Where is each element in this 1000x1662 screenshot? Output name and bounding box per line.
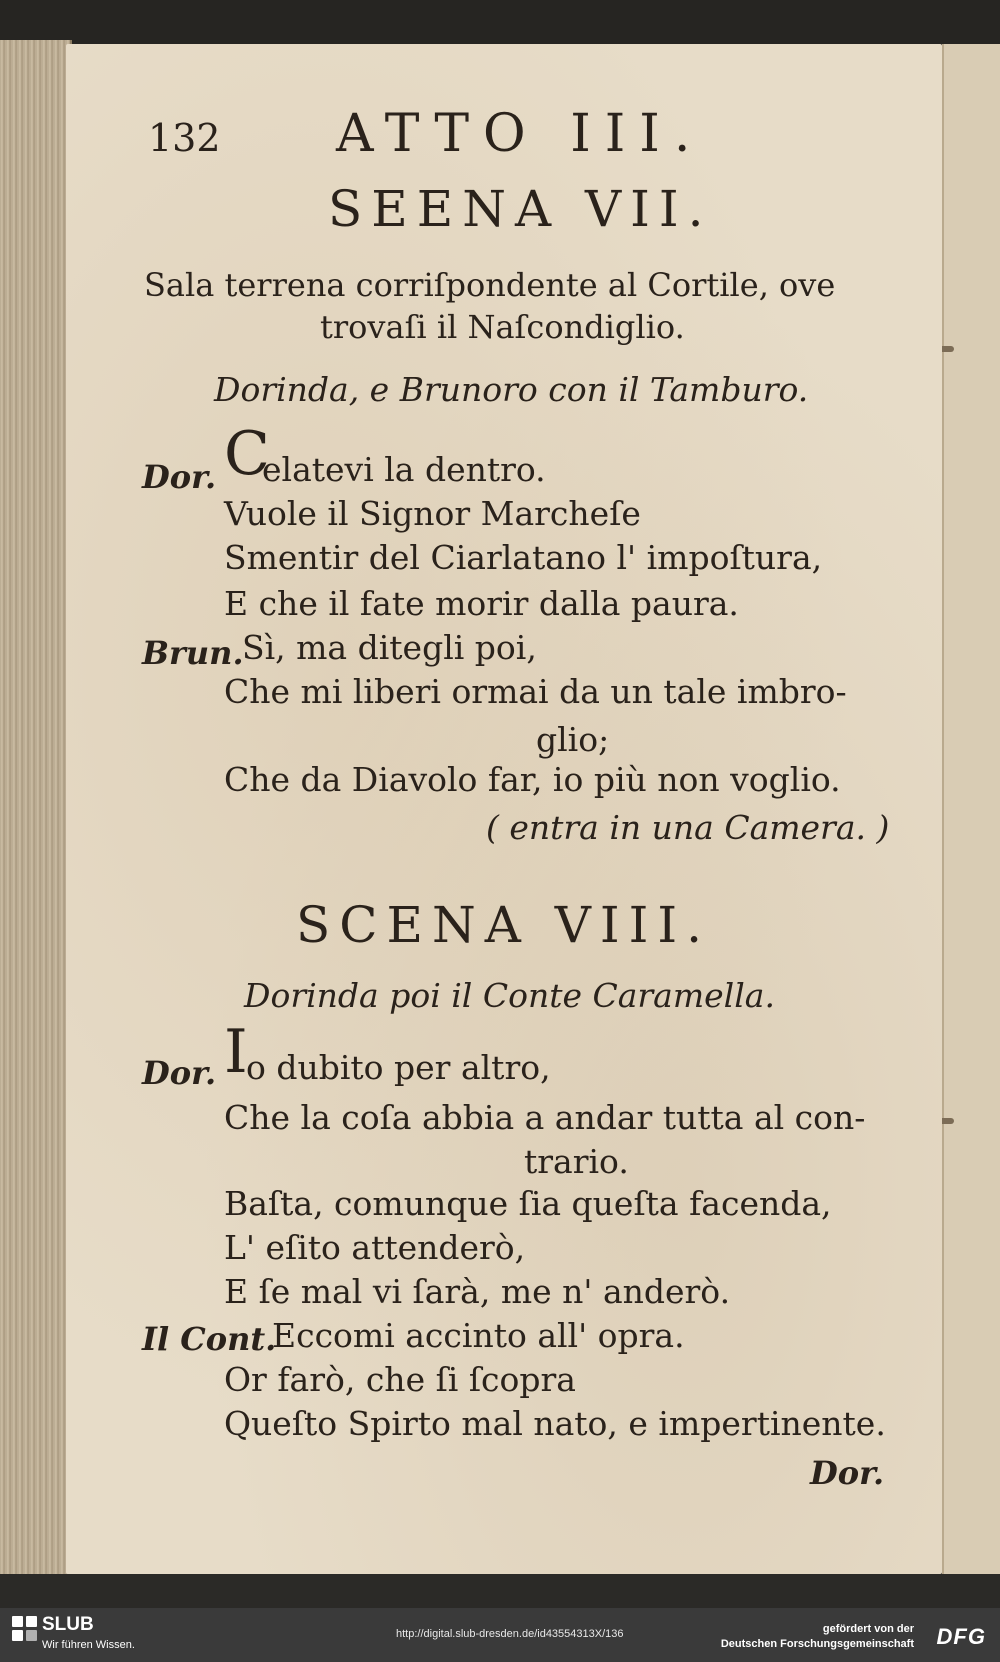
facing-page-edge [942,44,1000,1574]
book-page [66,44,942,1574]
speaker-label: Brun. [142,634,244,672]
scan-background-bottom [0,1574,1000,1608]
verse-line: L' eſito attenderò, [224,1228,526,1267]
scene-8-title: SCENA VIII. [296,896,712,954]
verse-line: Sì, ma ditegli poi, [242,628,537,667]
funding-note [721,1622,914,1652]
page-number: 132 [148,116,221,160]
scene-7-title: SEENA VII. [328,180,713,238]
slub-logo-name[interactable]: SLUB [42,1614,94,1635]
viewer-footer [0,1608,1000,1662]
speaker-label: Dor. [142,1054,217,1092]
scene-7-characters: Dorinda, e Brunoro con il Tamburo. [214,370,809,409]
verse-line: Smentir del Ciarlatano l' impoſtura, [224,538,823,577]
verse-line: o dubito per altro, [246,1048,551,1087]
scene-8-characters: Dorinda poi il Conte Caramella. [244,976,775,1015]
scene-7-location-line-2: trovaſi il Naſcondiglio. [320,308,685,346]
speaker-label: Dor. [142,458,217,496]
verse-line: trario. [524,1142,629,1181]
verse-line: Queſto Spirto mal nato, e impertinente. [224,1404,886,1443]
funding-line-2: Deutschen Forschungsgemeinschaft [720,1638,914,1650]
scan-background-top [0,0,1000,48]
verse-line: Che mi liberi ormai da un tale imbro- [224,672,847,711]
drop-capital: C [224,419,270,489]
dfg-logo[interactable]: DFG [936,1624,986,1649]
book-page-edges [0,40,72,1580]
verse-line: elatevi la dentro. [262,450,546,489]
permalink-url[interactable]: http://digital.slub-dresden.de/id43554313X/136 [396,1628,624,1640]
slub-tagline: Wir führen Wissen. [42,1639,135,1651]
verse-line: Che la coſa abbia a andar tutta al con- [224,1098,866,1137]
verse-line: Che da Diavolo far, io più non voglio. [224,760,841,799]
verse-line: E ſe mal vi ſarà, me n' anderò. [224,1272,731,1311]
verse-line: Baſta, comunque ſia queſta facenda, [224,1184,832,1223]
slub-logo-icon [12,1616,38,1642]
speaker-label: Il Cont. [142,1320,277,1358]
verse-line: Vuole il Signor Marcheſe [224,494,641,533]
verse-line: glio; [536,720,610,759]
verse-line: E che il fate morir dalla paura. [224,584,739,623]
verse-line: Eccomi accinto all' opra. [272,1316,685,1355]
verse-line: Or farò, che ſi ſcopra [224,1360,576,1399]
catchword: Dor. [810,1454,885,1492]
running-head: ATTO III. [336,104,705,164]
drop-capital: I [224,1017,248,1087]
funding-line-1: gefördert von der [822,1623,914,1635]
stage-direction: ( entra in una Camera. ) [486,808,890,847]
scene-7-location-line-1: Sala terrena corriſpondente al Cortile, ove [144,266,836,304]
